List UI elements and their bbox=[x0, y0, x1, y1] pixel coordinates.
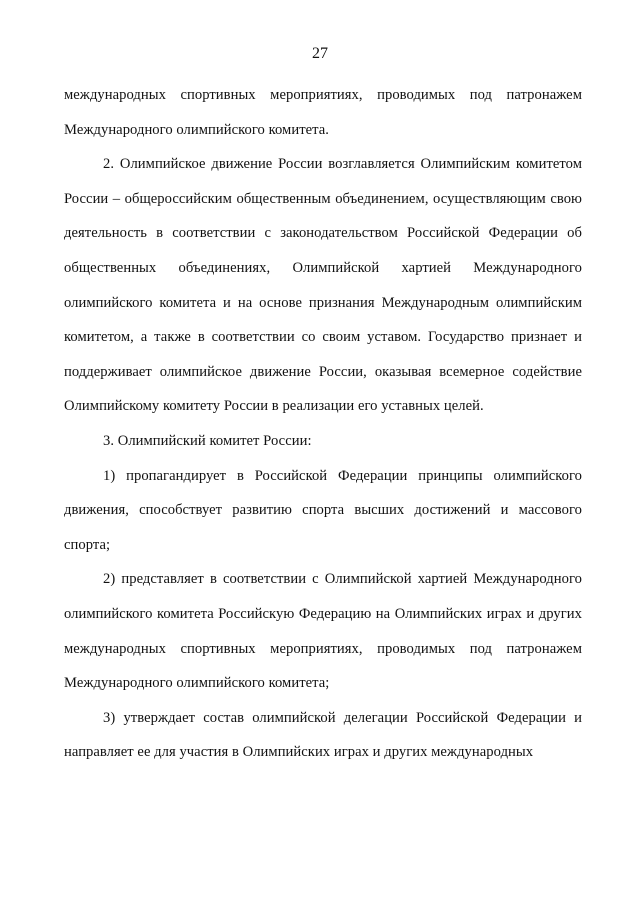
paragraph-continuation: международных спортивных мероприятиях, проводимых под патронажем Международного олимпийского комитета. bbox=[64, 87, 582, 138]
paragraph-item-3: 3. Олимпийский комитет России: bbox=[103, 432, 312, 449]
subparagraph-3: 3) утверждает состав олимпийской делегации Российской Федерации и направляет ее для участия в Олимпийских играх и других международных bbox=[64, 709, 582, 761]
subparagraph-1: 1) пропагандирует в Российской Федерации принципы олимпийского движения, способствует развитию спорта высших достижений и массового спорта; bbox=[64, 467, 582, 553]
subparagraph-2: 2) представляет в соответствии с Олимпийской хартией Международного олимпийского комитета Российскую Федерацию на Олимпийских играх и других международных спортивных мероприятиях, проводимых под патронажем Международного олимпийского комитета; bbox=[64, 571, 582, 692]
document-body bbox=[64, 78, 582, 770]
paragraph-item-2: 2. Олимпийское движение России возглавляется Олимпийским комитетом России – общероссийским общественным объединением, осуществляющим свою деятельность в соответствии с законодательством Российской Федерации об общественных объединениях, Олимпийской хартией Международного олимпийского комитета и на основе признания Международным олимпийским комитетом, а также в соответствии со своим уставом. Государство признает и поддерживает олимпийское движение России, оказывая всемерное содействие Олимпийскому комитету России в реализации его уставных целей. bbox=[64, 156, 582, 415]
page-number: 27 bbox=[312, 45, 328, 62]
